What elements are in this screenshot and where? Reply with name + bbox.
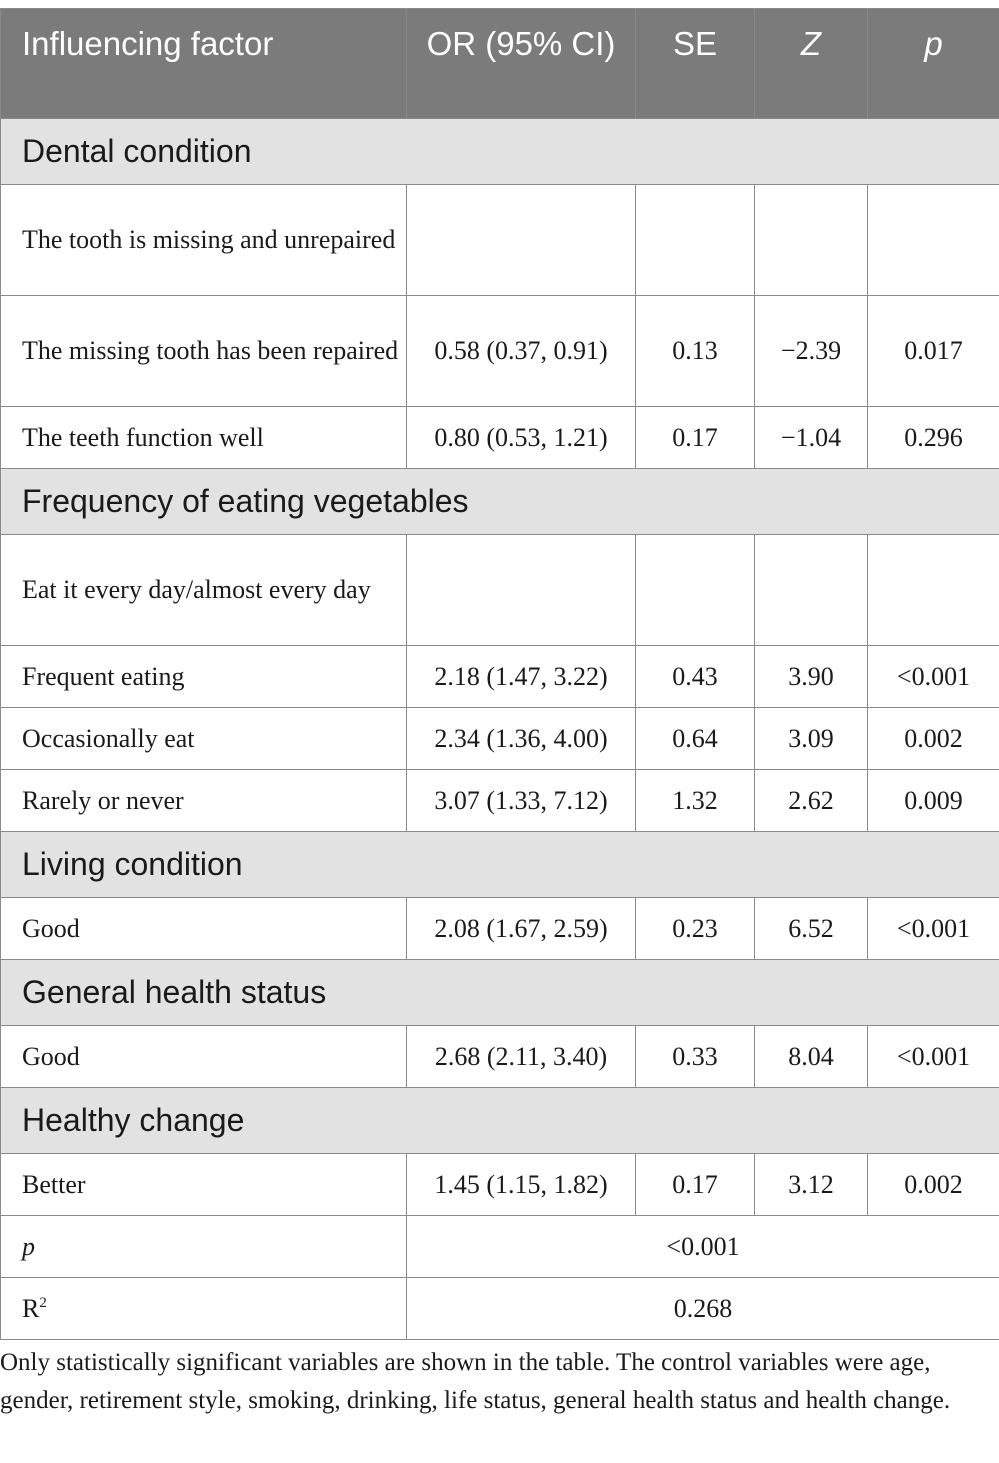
table-row bbox=[1, 535, 999, 646]
row-label: The missing tooth has been repaired bbox=[1, 296, 407, 407]
summary-row-p bbox=[1, 1216, 999, 1278]
row-label: Better bbox=[1, 1154, 407, 1216]
cell-or: 3.07 (1.33, 7.12) bbox=[407, 770, 636, 832]
row-label: Eat it every day/almost every day bbox=[1, 535, 407, 646]
section-row bbox=[1, 960, 999, 1026]
cell-p: 0.002 bbox=[868, 1154, 999, 1216]
cell-or: 2.34 (1.36, 4.00) bbox=[407, 708, 636, 770]
cell-z: −2.39 bbox=[755, 296, 868, 407]
section-row bbox=[1, 1088, 999, 1154]
cell-or: 0.80 (0.53, 1.21) bbox=[407, 407, 636, 469]
table-row bbox=[1, 1154, 999, 1216]
cell-or: 2.68 (2.11, 3.40) bbox=[407, 1026, 636, 1088]
summary-row-r2 bbox=[1, 1278, 999, 1340]
section-title-vegetables: Frequency of eating vegetables bbox=[1, 469, 999, 535]
section-row bbox=[1, 832, 999, 898]
header-row bbox=[1, 9, 999, 119]
cell-se: 1.32 bbox=[636, 770, 755, 832]
cell-p: <0.001 bbox=[868, 646, 999, 708]
cell-se: 0.43 bbox=[636, 646, 755, 708]
cell-p: <0.001 bbox=[868, 898, 999, 960]
regression-table bbox=[0, 8, 999, 1340]
table-footnote: Only statistically significant variables are shown in the table. The control variables were age, gender, retirement style, smoking, drinking, life status, general health status and health change. bbox=[0, 1349, 951, 1414]
cell-p bbox=[868, 535, 999, 646]
cell-se: 0.33 bbox=[636, 1026, 755, 1088]
section-title-general-health: General health status bbox=[1, 960, 999, 1026]
table-row bbox=[1, 770, 999, 832]
summary-r2-label bbox=[1, 1278, 407, 1340]
row-label: Good bbox=[1, 898, 407, 960]
row-label: Rarely or never bbox=[1, 770, 407, 832]
table-row bbox=[1, 185, 999, 296]
cell-se: 0.13 bbox=[636, 296, 755, 407]
cell-se bbox=[636, 185, 755, 296]
summary-r2-label-text: R bbox=[22, 1293, 40, 1323]
cell-z: 3.09 bbox=[755, 708, 868, 770]
header-z bbox=[755, 9, 868, 119]
cell-or bbox=[407, 185, 636, 296]
cell-z bbox=[755, 185, 868, 296]
table-row bbox=[1, 407, 999, 469]
cell-se bbox=[636, 535, 755, 646]
summary-p-label-text: p bbox=[22, 1231, 35, 1261]
table-row bbox=[1, 296, 999, 407]
section-title-healthy-change: Healthy change bbox=[1, 1088, 999, 1154]
header-influencing-factor: Influencing factor bbox=[1, 9, 407, 119]
header-p-text: p bbox=[924, 25, 943, 62]
section-row bbox=[1, 469, 999, 535]
cell-or: 2.18 (1.47, 3.22) bbox=[407, 646, 636, 708]
cell-z: 2.62 bbox=[755, 770, 868, 832]
table-row bbox=[1, 646, 999, 708]
cell-se: 0.64 bbox=[636, 708, 755, 770]
row-label: The tooth is missing and unrepaired bbox=[1, 185, 407, 296]
section-row bbox=[1, 119, 999, 185]
section-title-living-condition: Living condition bbox=[1, 832, 999, 898]
summary-r2-superscript: 2 bbox=[39, 1294, 47, 1311]
table-row bbox=[1, 708, 999, 770]
cell-z: 3.90 bbox=[755, 646, 868, 708]
row-label: Occasionally eat bbox=[1, 708, 407, 770]
header-z-text: Z bbox=[800, 25, 822, 62]
cell-p: 0.017 bbox=[868, 296, 999, 407]
cell-z: 6.52 bbox=[755, 898, 868, 960]
header-odds-ratio: OR (95% CI) bbox=[407, 9, 636, 119]
table-row bbox=[1, 898, 999, 960]
row-label: The teeth function well bbox=[1, 407, 407, 469]
cell-or: 0.58 (0.37, 0.91) bbox=[407, 296, 636, 407]
cell-z bbox=[755, 535, 868, 646]
cell-p: 0.009 bbox=[868, 770, 999, 832]
cell-se: 0.17 bbox=[636, 1154, 755, 1216]
cell-p: 0.002 bbox=[868, 708, 999, 770]
cell-z: −1.04 bbox=[755, 407, 868, 469]
summary-p-value: <0.001 bbox=[407, 1216, 999, 1278]
cell-p bbox=[868, 185, 999, 296]
cell-se: 0.17 bbox=[636, 407, 755, 469]
cell-z: 8.04 bbox=[755, 1026, 868, 1088]
table-row bbox=[1, 1026, 999, 1088]
summary-r2-value: 0.268 bbox=[407, 1278, 999, 1340]
header-se: SE bbox=[636, 9, 755, 119]
cell-or: 2.08 (1.67, 2.59) bbox=[407, 898, 636, 960]
cell-p: 0.296 bbox=[868, 407, 999, 469]
row-label: Good bbox=[1, 1026, 407, 1088]
cell-or bbox=[407, 535, 636, 646]
row-label: Frequent eating bbox=[1, 646, 407, 708]
cell-or: 1.45 (1.15, 1.82) bbox=[407, 1154, 636, 1216]
cell-se: 0.23 bbox=[636, 898, 755, 960]
cell-z: 3.12 bbox=[755, 1154, 868, 1216]
summary-p-label bbox=[1, 1216, 407, 1278]
section-title-dental-condition: Dental condition bbox=[1, 119, 999, 185]
cell-p: <0.001 bbox=[868, 1026, 999, 1088]
header-p bbox=[868, 9, 999, 119]
